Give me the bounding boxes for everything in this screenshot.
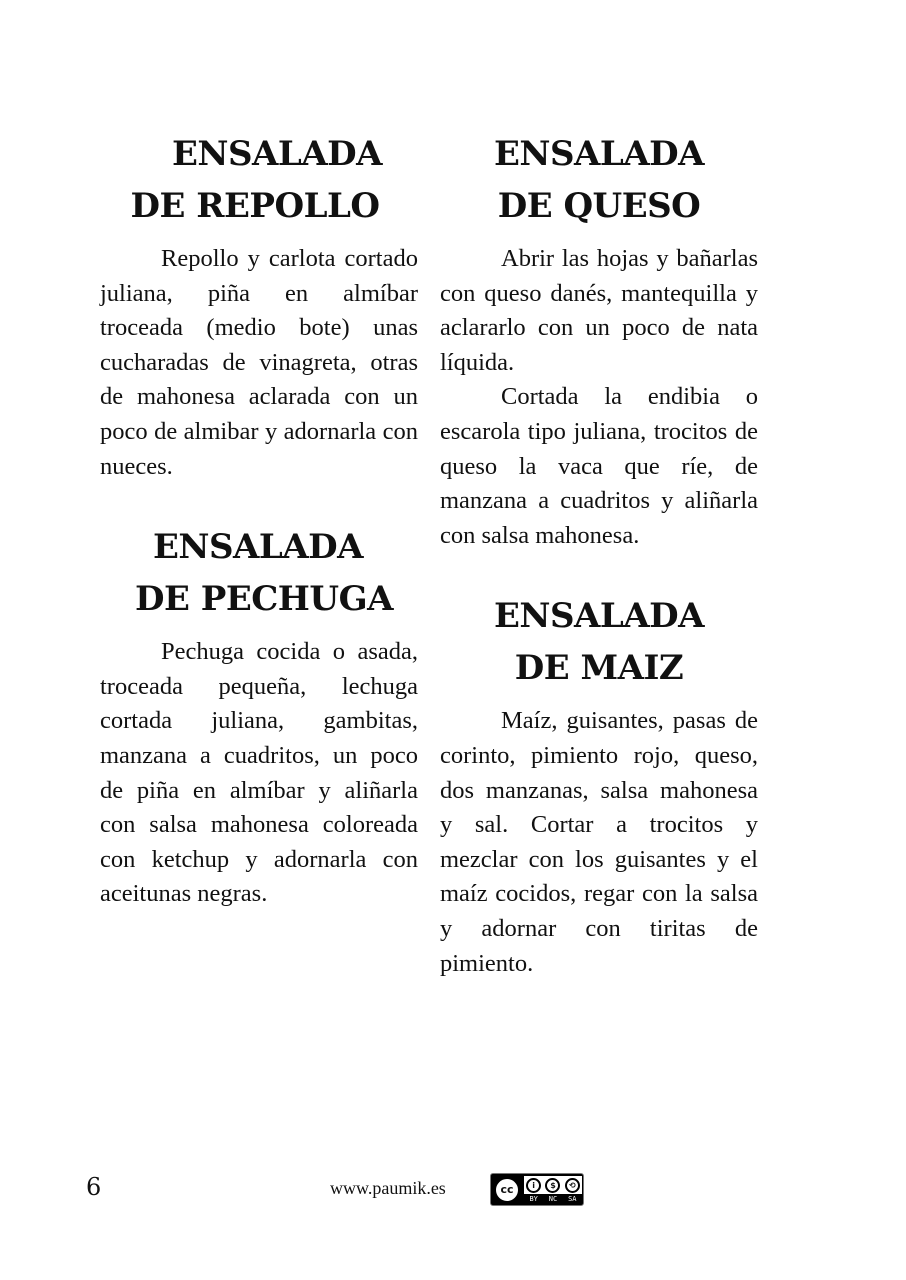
- license-icons: [524, 1176, 582, 1194]
- recipe-body: [100, 242, 418, 484]
- license-labels: [524, 1195, 582, 1203]
- recipe-title: [440, 642, 758, 694]
- recipe-maiz: [440, 590, 758, 981]
- recipe-title: [100, 128, 418, 180]
- sharealike-icon: ⟲: [565, 1178, 580, 1193]
- website-link[interactable]: www.paumik.es: [330, 1178, 446, 1198]
- recipe-title: [440, 128, 758, 180]
- creative-commons-badge[interactable]: [490, 1173, 584, 1206]
- title-line: DE PECHUGA: [135, 579, 393, 620]
- recipe-body: [440, 704, 758, 981]
- recipe-body: [100, 635, 418, 912]
- attribution-icon: i: [526, 1178, 541, 1193]
- title-line: ENSALADA: [493, 134, 705, 174]
- recipe-title: [98, 521, 418, 573]
- recipe-body: [440, 242, 758, 553]
- recipe-title: [110, 573, 418, 625]
- license-label-by: BY: [529, 1195, 538, 1203]
- recipe-title: [92, 180, 418, 232]
- title-line: ENSALADA: [171, 134, 383, 174]
- recipe-title: [440, 180, 758, 232]
- cc-icon: cc: [494, 1177, 520, 1203]
- recipe-queso: [440, 128, 758, 553]
- page-number: 6: [86, 1173, 102, 1201]
- license-label-nc: NC: [548, 1195, 558, 1203]
- paragraph: Cortada la endibia o escarola tipo juliana, trocitos de queso la vaca que ríe, de manzana a cuadritos y aliñarla con salsa mahonesa.: [440, 383, 758, 549]
- paragraph: Repollo y carlota cortado juliana, piña en almíbar troceada (medio bote) unas cucharadas de vinagreta, otras de mahonesa aclarada con un poco de almibar y adornarla con nueces.: [100, 245, 418, 480]
- paragraph: Pechuga cocida o asada, troceada pequeña, lechuga cortada juliana, gambitas, manzana a cuadritos, un poco de piña en almíbar y aliñarla con salsa mahonesa coloreada con ketchup y adornarla con aceitunas negras.: [100, 638, 418, 908]
- left-column: [100, 128, 418, 912]
- license-label-sa: SA: [568, 1195, 577, 1203]
- title-line: ENSALADA: [493, 596, 705, 637]
- title-line: DE QUESO: [497, 186, 701, 226]
- right-column: [440, 128, 758, 981]
- recipe-title: [440, 590, 758, 642]
- title-line: DE MAIZ: [514, 648, 684, 689]
- paragraph: Maíz, guisantes, pasas de corinto, pimiento rojo, queso, dos manzanas, salsa mahonesa y sal. Cortar a trocitos y mezclar con los guisantes y el maíz cocidos, regar con la salsa y adornar con tiritas de pimiento.: [440, 707, 758, 977]
- noncommercial-icon: $: [545, 1178, 560, 1193]
- paragraph: Abrir las hojas y bañarlas con queso danés, mantequilla y aclararlo con un poco de nata líquida.: [440, 245, 758, 376]
- recipe-repollo: [100, 128, 418, 484]
- title-line: ENSALADA: [152, 527, 364, 568]
- recipe-pechuga: [100, 521, 418, 912]
- title-line: DE REPOLLO: [130, 186, 380, 226]
